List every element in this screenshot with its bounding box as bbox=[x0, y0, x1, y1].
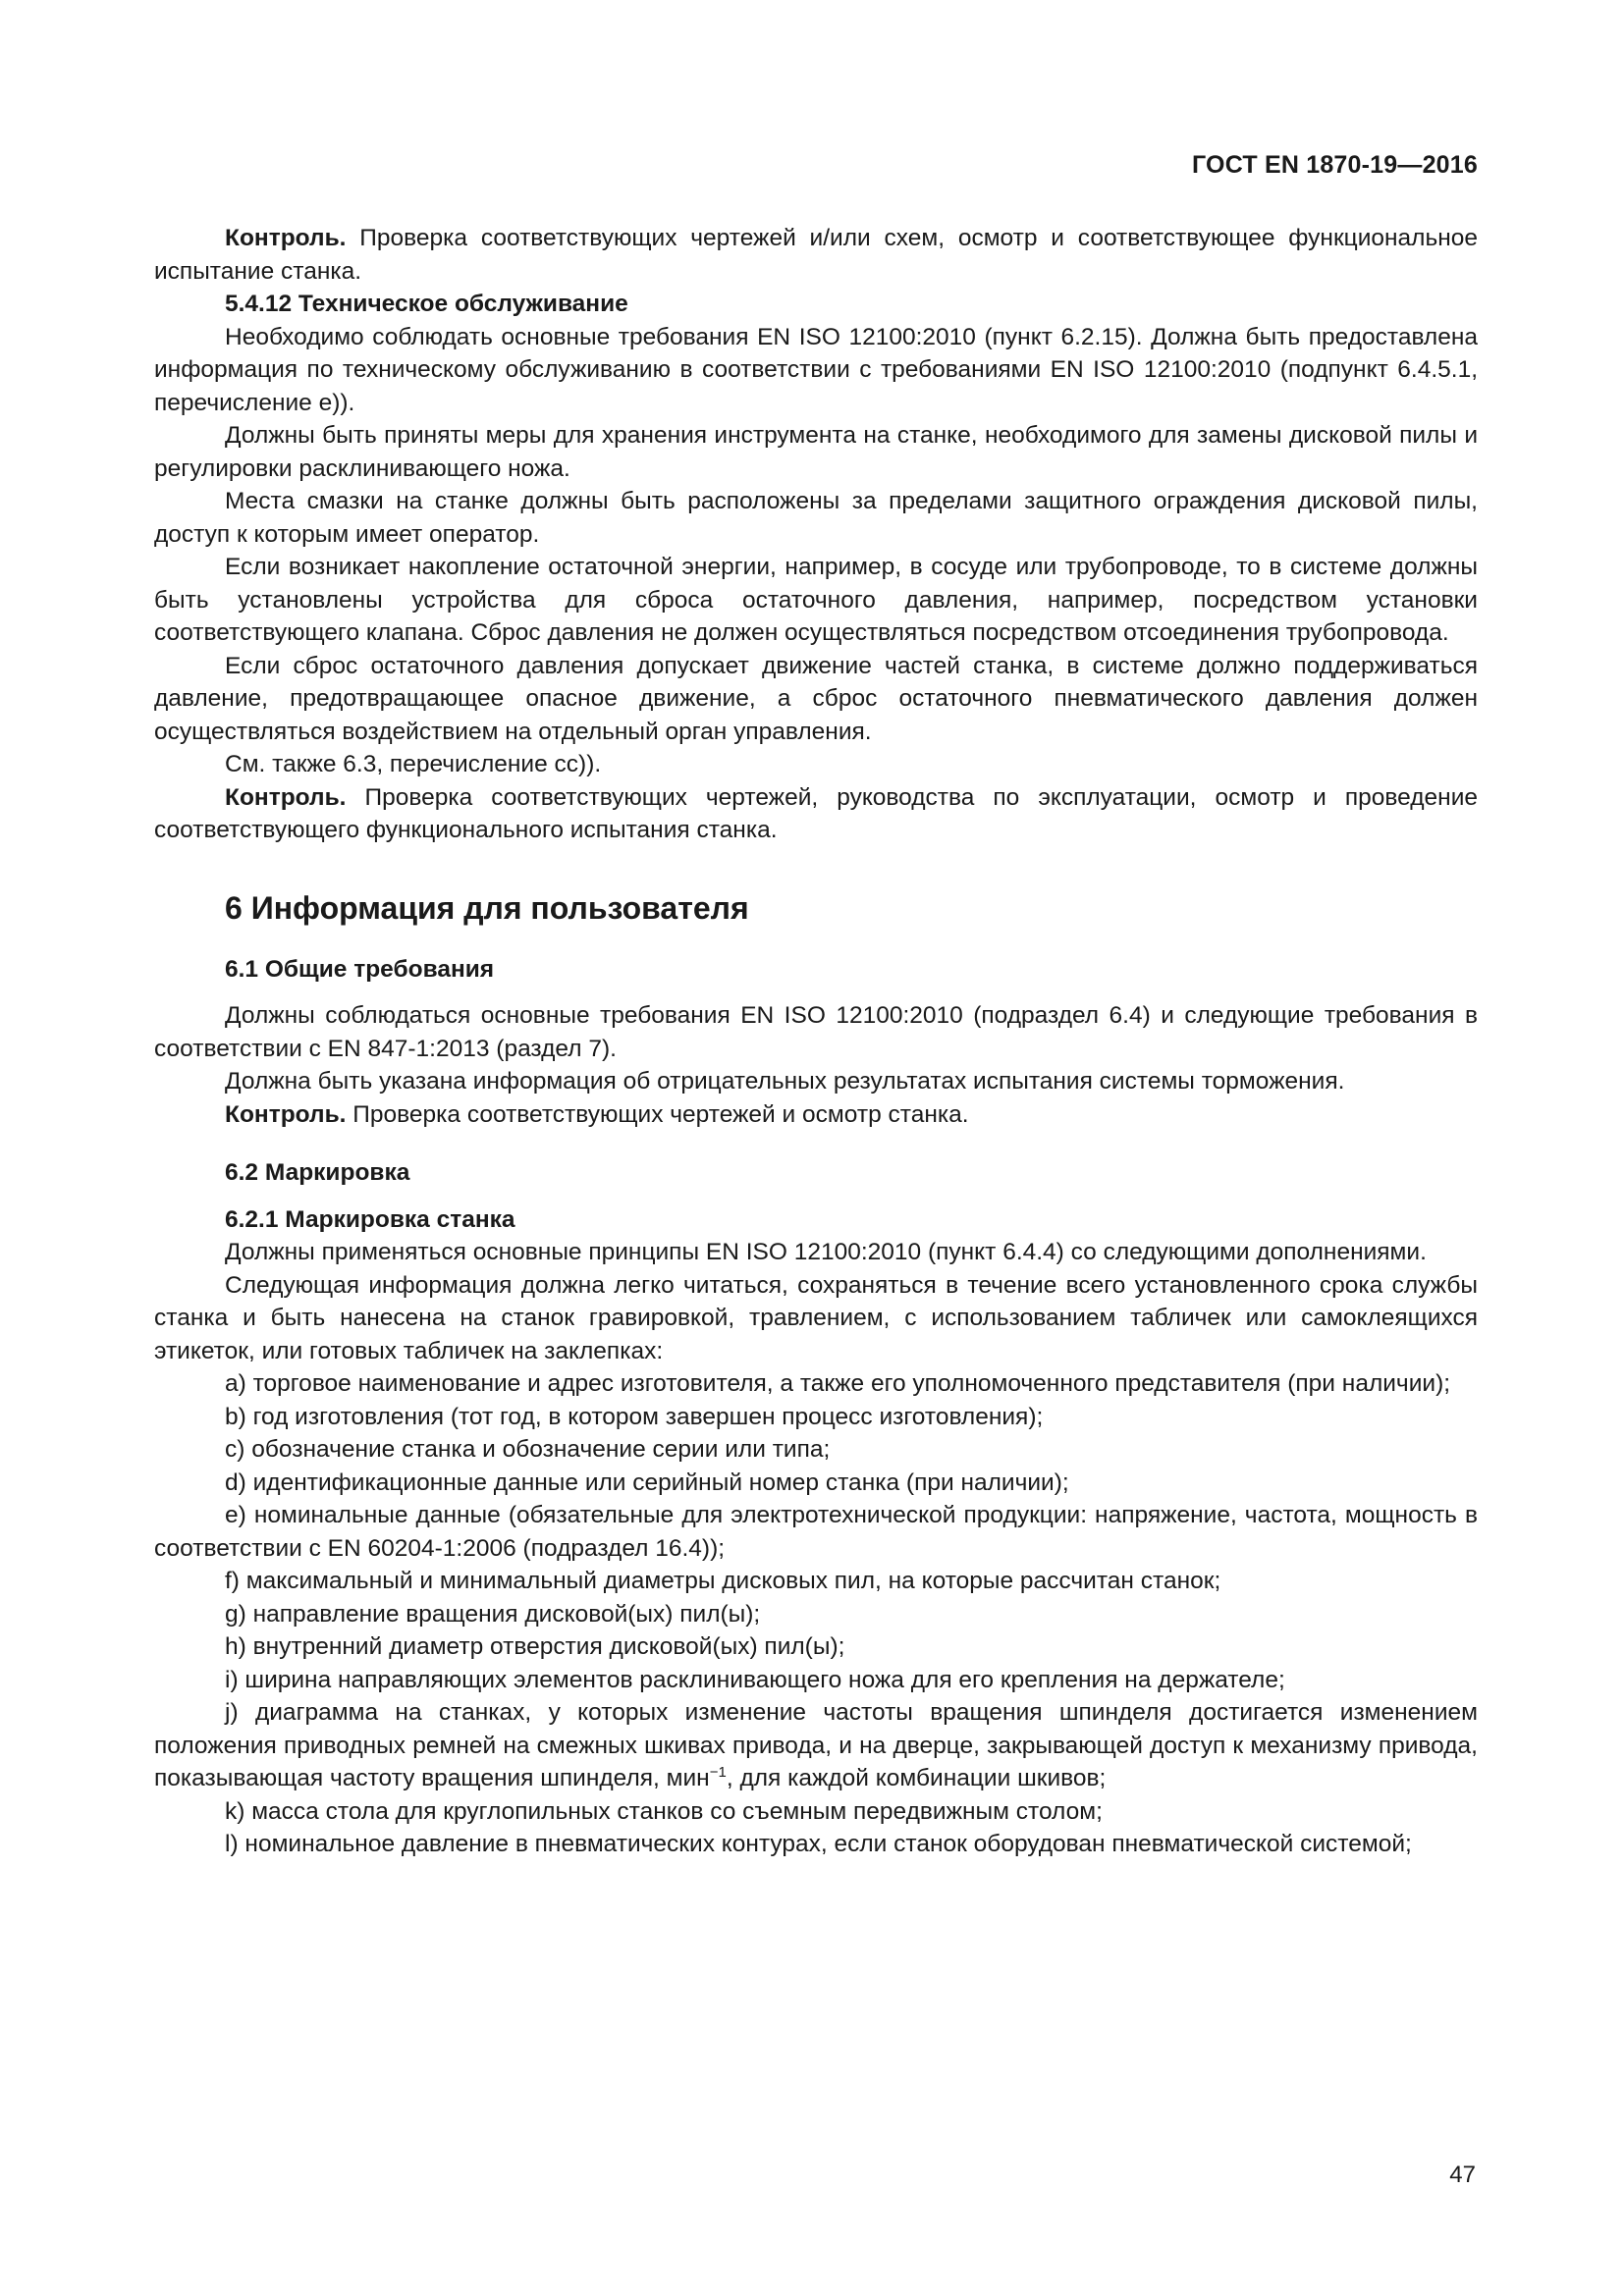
control-label: Контроль. bbox=[225, 1100, 347, 1128]
paragraph: Должны соблюдаться основные требования EN ISO 12100:2010 (подраздел 6.4) и следующие требования в соответствии с EN 847-1:2013 (раздел 7). bbox=[154, 1002, 1478, 1062]
list-item: k) масса стола для круглопильных станков со съемным передвижным столом; bbox=[225, 1797, 1103, 1825]
control-label: Контроль. bbox=[225, 783, 347, 811]
paragraph: Должны быть приняты меры для хранения инструмента на станке, необходимого для замены дисковой пилы и регулировки расклинивающего ножа. bbox=[154, 422, 1478, 482]
list-item: g) направление вращения дисковой(ых) пил(ы); bbox=[225, 1600, 761, 1628]
paragraph: Если сброс остаточного давления допускает движение частей станка, в системе должно поддерживаться давление, предотвращающее опасное движение, а сброс остаточного пневматического давления должен осуществляться воздействием на отдельный орган управления. bbox=[154, 652, 1478, 745]
list-item: d) идентификационные данные или серийный номер станка (при наличии); bbox=[225, 1468, 1069, 1496]
heading-5-4-12: 5.4.12 Техническое обслуживание bbox=[225, 291, 628, 317]
list-item-text: , для каждой комбинации шкивов; bbox=[726, 1765, 1107, 1791]
list-item: i) ширина направляющих элементов расклинивающего ножа для его крепления на держателе; bbox=[225, 1666, 1285, 1693]
list-item: h) внутренний диаметр отверстия дисковой(ых) пил(ы); bbox=[225, 1633, 845, 1660]
control-label: Контроль. bbox=[225, 225, 347, 251]
paragraph bbox=[154, 222, 1478, 288]
list-item: l) номинальное давление в пневматических контурах, если станок оборудован пневматической системой; bbox=[225, 1831, 1412, 1857]
heading-6-1: 6.1 Общие требования bbox=[225, 955, 495, 983]
list-item bbox=[154, 1696, 1478, 1795]
heading-section-6: 6 Информация для пользователя bbox=[225, 889, 749, 926]
heading-6-2-1: 6.2.1 Маркировка станка bbox=[225, 1205, 515, 1233]
list-item: c) обозначение станка и обозначение серии или типа; bbox=[225, 1436, 831, 1463]
paragraph-text: Проверка соответствующих чертежей, руководства по эксплуатации, осмотр и проведение соответствующего функционального испытания станка. bbox=[154, 783, 1478, 843]
paragraph: Должны применяться основные принципы EN ISO 12100:2010 (пункт 6.4.4) со следующими дополнениями. bbox=[225, 1239, 1427, 1265]
list-item: f) максимальный и минимальный диаметры дисковых пил, на которые рассчитан станок; bbox=[225, 1568, 1221, 1594]
paragraph: Следующая информация должна легко читаться, сохраняться в течение всего установленного срока службы станка и быть нанесена на станок гравировкой, травлением, с использованием табличек или самоклеящихся этикеток, или готовых табличек на заклепках: bbox=[154, 1271, 1478, 1364]
list-item: a) торговое наименование и адрес изготовителя, а также его уполномоченного представителя (при наличии); bbox=[225, 1370, 1451, 1397]
doc-code-header: ГОСТ EN 1870-19—2016 bbox=[1192, 151, 1478, 179]
list-item-text: j) диаграмма на станках, у которых изменение частоты вращения шпинделя достигается изменением положения приводных ремней на смежных шкивах привода, и на дверце, закрывающей доступ к механизму привода, показывающая частоту вращения шпинделя, мин bbox=[154, 1699, 1478, 1791]
heading-6-2: 6.2 Маркировка bbox=[225, 1159, 410, 1186]
paragraph: См. также 6.3, перечисление cc)). bbox=[225, 751, 602, 777]
document-body bbox=[154, 222, 1478, 1861]
paragraph: Места смазки на станке должны быть расположены за пределами защитного ограждения дисковой пилы, доступ к которым имеет оператор. bbox=[154, 488, 1478, 548]
paragraph: Если возникает накопление остаточной энергии, например, в сосуде или трубопроводе, то в системе должны быть установлены устройства для сброса остаточного давления, например, посредством установки соответствующего клапана. Сброс давления не должен осуществляться посредством отсоединения трубопровода. bbox=[154, 554, 1478, 646]
superscript: −1 bbox=[709, 1763, 727, 1781]
paragraph bbox=[154, 1098, 1478, 1132]
paragraph: Необходимо соблюдать основные требования EN ISO 12100:2010 (пункт 6.2.15). Должна быть предоставлена информация по техническому обслуживанию в соответствии с требованиями EN ISO 12100:2010 (подпункт 6.4.5.1, перечисление е)). bbox=[154, 323, 1478, 416]
list-item: b) год изготовления (тот год, в котором завершен процесс изготовления); bbox=[225, 1403, 1044, 1430]
paragraph-text: Проверка соответствующих чертежей и/или схем, осмотр и соответствующее функциональное испытание станка. bbox=[154, 225, 1478, 285]
paragraph bbox=[154, 781, 1478, 847]
paragraph-text: Проверка соответствующих чертежей и осмотр станка. bbox=[346, 1100, 969, 1128]
page-number: 47 bbox=[1449, 2162, 1476, 2188]
paragraph: Должна быть указана информация об отрицательных результатах испытания системы торможения. bbox=[225, 1068, 1345, 1095]
list-item: e) номинальные данные (обязательные для электротехнической продукции: напряжение, частота, мощность в соответствии с EN 60204-1:2006 (подраздел 16.4)); bbox=[154, 1502, 1478, 1562]
